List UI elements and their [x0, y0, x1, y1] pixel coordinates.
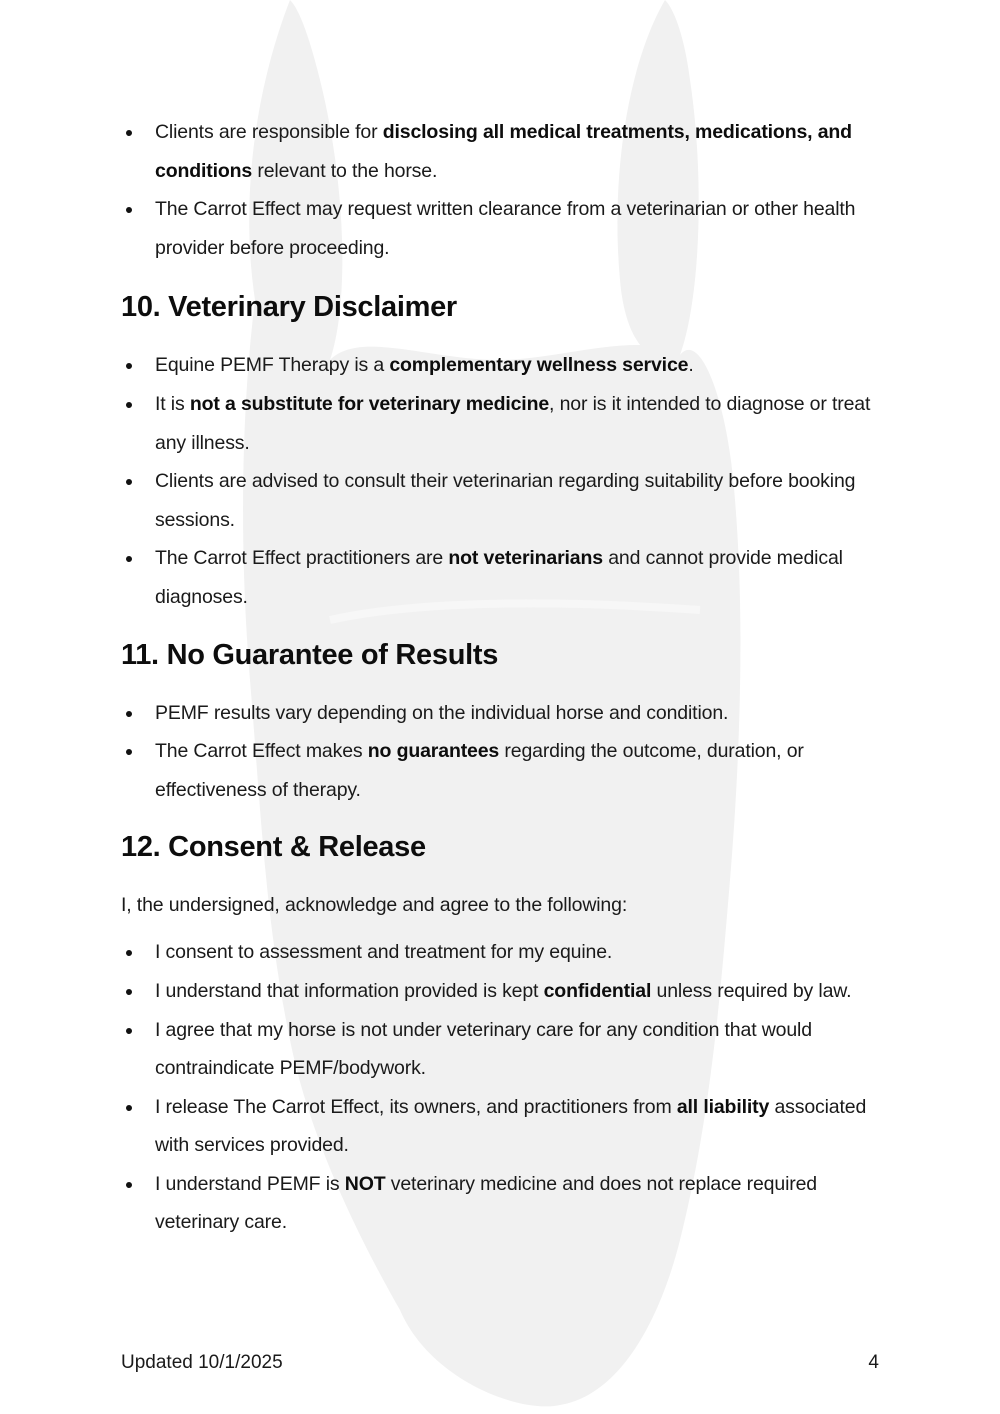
section — [121, 831, 901, 1242]
text-run: The Carrot Effect may request written clearance from a veterinarian or other health provider before proceeding. — [155, 198, 856, 259]
footer-page-number: 4 — [868, 1352, 879, 1373]
bold-text: no guarantees — [367, 740, 500, 763]
bullet-item — [121, 462, 901, 539]
section-heading: 10. Veterinary Disclaimer — [121, 291, 457, 324]
text-run: I understand that information provided is kept — [155, 979, 544, 1002]
footer-updated-date: Updated 10/1/2025 — [121, 1352, 283, 1373]
bullet-item — [121, 385, 901, 462]
section-bullet-list — [121, 694, 901, 810]
bullet-item — [121, 972, 901, 1011]
bullet-item — [121, 933, 901, 972]
text-run: Clients are advised to consult their veterinarian regarding suitability before booking sessions. — [155, 470, 856, 531]
section — [121, 639, 901, 810]
text-run: , nor is it intended to diagnose or treat any illness. — [155, 392, 871, 454]
bullet-item — [121, 1011, 901, 1088]
section — [121, 291, 901, 616]
bold-text: NOT — [344, 1172, 386, 1195]
bold-text: disclosing all medical treatments, medications, and conditions — [155, 121, 852, 182]
bullet-item — [121, 190, 901, 267]
text-run: I consent to assessment and treatment for my equine. — [155, 941, 613, 964]
bold-text: not veterinarians — [448, 547, 603, 570]
text-run: relevant to the horse. — [252, 159, 438, 182]
section-intro-text: I, the undersigned, acknowledge and agree to the following: — [121, 894, 628, 917]
carryover-bullet-list — [121, 113, 901, 267]
bullet-item — [121, 732, 901, 809]
text-run: I release The Carrot Effect, its owners, and practitioners from — [155, 1095, 677, 1118]
text-run: Equine PEMF Therapy is a — [155, 354, 390, 377]
text-run: veterinary medicine and does not replace required veterinary care. — [155, 1172, 817, 1234]
bullet-item — [121, 113, 901, 190]
text-run: unless required by law. — [651, 979, 852, 1002]
text-run: . — [688, 354, 694, 377]
section-heading: 11. No Guarantee of Results — [121, 638, 499, 671]
bullet-item — [121, 1088, 901, 1165]
bullet-item — [121, 694, 901, 733]
bold-text: confidential — [543, 979, 652, 1002]
section-bullet-list — [121, 346, 901, 616]
bullet-item — [121, 1165, 901, 1242]
text-run: regarding the outcome, duration, or effectiveness of therapy. — [155, 740, 804, 801]
bold-text: complementary wellness service — [389, 354, 689, 377]
bold-text: not a substitute for veterinary medicine — [189, 392, 550, 415]
bold-text: all liability — [676, 1095, 770, 1118]
text-run: It is — [155, 392, 190, 415]
text-run: I agree that my horse is not under veterinary care for any condition that would contraindicate PEMF/bodywork. — [155, 1018, 812, 1080]
text-run: Clients are responsible for — [155, 121, 383, 143]
text-run: The Carrot Effect practitioners are — [155, 547, 449, 570]
bullet-item — [121, 539, 901, 616]
sections-container — [121, 291, 901, 1242]
text-run: associated with services provided. — [155, 1095, 867, 1157]
document-content — [121, 113, 901, 1242]
text-run: and cannot provide medical diagnoses. — [155, 547, 843, 608]
section-heading: 12. Consent & Release — [121, 831, 426, 864]
bullet-item — [121, 346, 901, 385]
text-run: PEMF results vary depending on the individual horse and condition. — [155, 701, 729, 724]
text-run: I understand PEMF is — [155, 1172, 345, 1195]
section-bullet-list — [121, 933, 901, 1242]
text-run: The Carrot Effect makes — [155, 740, 368, 763]
